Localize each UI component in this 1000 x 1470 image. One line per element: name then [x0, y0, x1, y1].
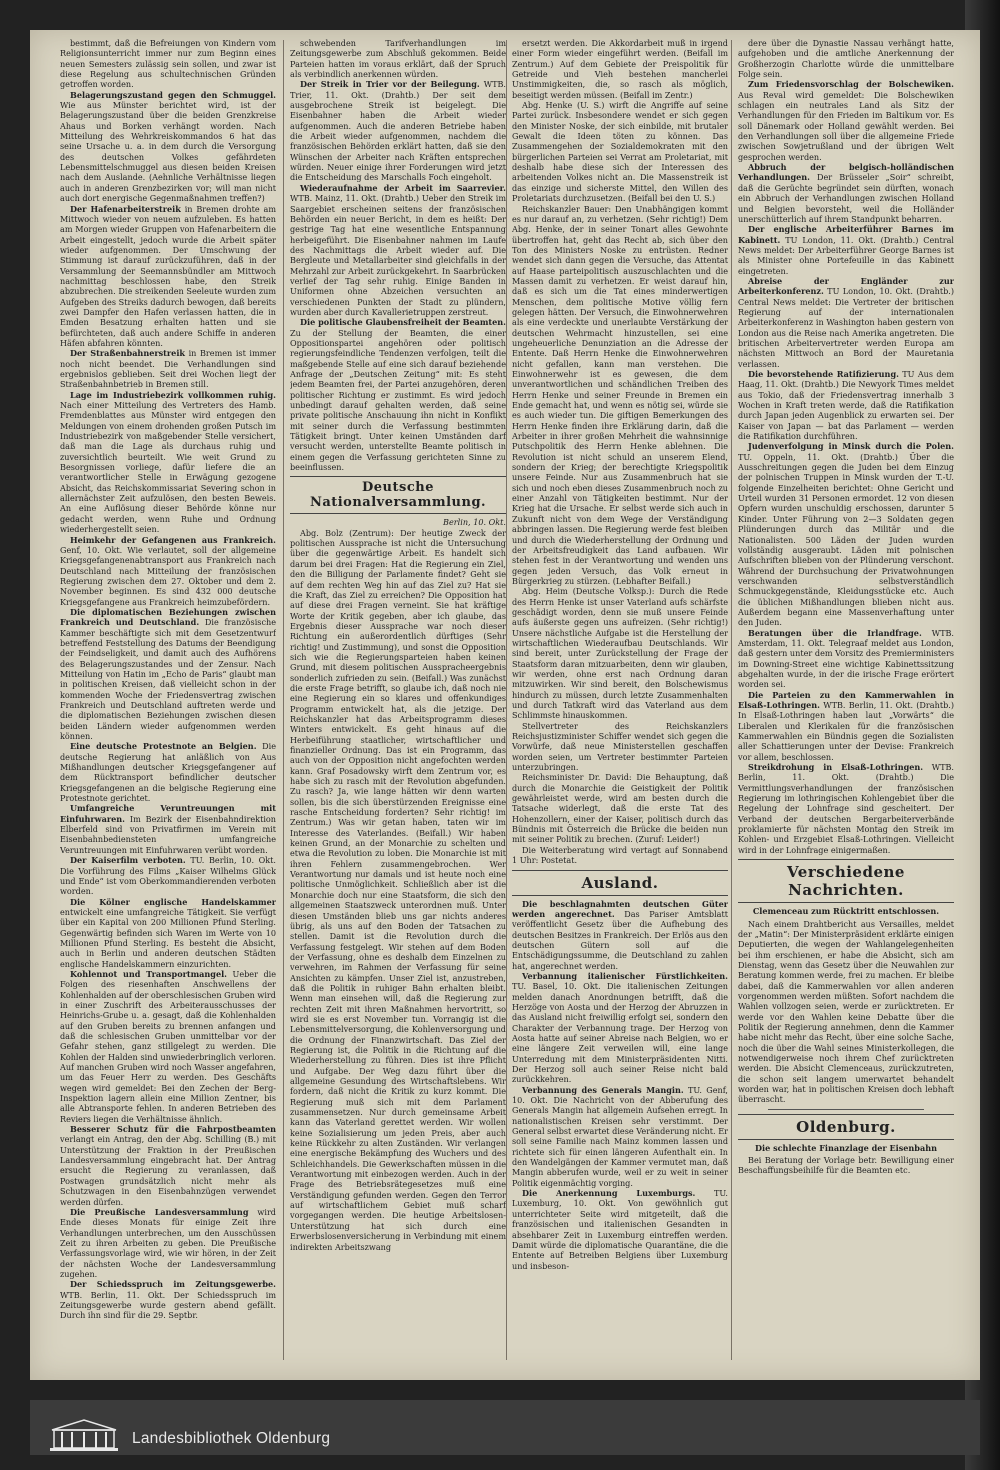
article-body: TU. Luxemburg, 10. Okt. Von gewöhnlich gut unterrichteter Seite wird mitgeteilt, daß die französischen und italienischen Gesandten in absehbarer Zeit in Luxemburg eintreffen werden. Damit würde die diplomatische Quarantäne, die die Entente auf Betreiben Belgiens über Luxemburg und insbeson-: [512, 1188, 728, 1271]
article-paragraph: [738, 762, 954, 855]
article-paragraph: Reichskanzler Bauer: Den Unabhängigen kommt es nur darauf an, zu verhetzen. (Sehr richtig!) Dem Abg. Henke, der in seiner Tonart alles Gewohnte übertroffen hat, geht das Recht ab, sich über den Ton des Ministers Noske zu entrüsten. Redner wendet sich dann gegen die Versuche, das Attentat auf Haase parteipolitisch auszuschlachten und die Massen damit zu verhetzen. Er weist darauf hin, daß es sich um die Tat eines minderwertigen Menschen, dem politische Motive völlig fern gelegen hätten. Der Versuch, die Einwohnerwehren als eine verdeckte und unerlaubte Verstärkung der deutschen Wehrmacht hinzustellen, sei eine ungeheuerliche Denunziation an die Adresse der Entente. Daß Herrn Henke die Einwohnerwehren nicht gefallen, kann man verstehen. Die Einwohnerwehr ist es gewesen, die dem unverantwortlichen und schändlichen Treiben des Herrn Henke und seiner Freunde in Bremen ein Ende gemacht hat, und wenn es nötig sei, würde sie es auch wieder tun. Die giftigen Bemerkungen des Herrn Henke finden ihre Erklärung darin, daß die Arbeiter in ihrer großen Mehrheit die wahnsinnige Putschpolitik des Herrn Henke ablehnen. Die Revolution ist nicht schuld an unserem Elend, sondern der Krieg; der berechtigte Kriegspolitik unsere Feinde. Nur aus Zusammenbruch hat sie sich und noch eben dieses Zusammenbruch noch zu einer Anzahl von Tätigkeiten bestimmt. Nur der Krieg hat die Ursache. Er selbst werde sich auch in Zukunft nicht von dem Wege der Verständigung abbringen lassen. Die Regierung werde fest bleiben und durch die Wiederherstellung der Ordnung und der Arbeitsfreudigkeit das Land aufbauen. Wir stehen fest in der Verantwortung und wenden uns gegen jeden Versuch, das Volk erneut in Bürgerkrieg zu stürzen. (Lebhafter Beifall.): [512, 203, 728, 586]
article-body: TU London, 10. Okt. (Drahtb.) Central News meldet: Die Vertreter der britischen Regierung auf der internationalen Arbeiterkonferenz in Washington haben gestern von London aus die Reise nach Amerika angetreten. Die britischen Arbeitervertreter werden Europa am nächsten Mittwoch an Bord der Mauretania verlassen.: [738, 286, 954, 369]
article-lead: Die bevorstehende Ratifizierung.: [748, 369, 899, 379]
library-building-icon: [48, 1418, 120, 1452]
article-lead: Der englische Arbeiterführer Barnes im Kabinett.: [738, 224, 954, 245]
article-body: TU. Basel, 10. Okt. Die italienischen Zeitungen melden danach Anordnungen betrifft, daß die Herzöge von Aosta und der Herzog der Abruzzen in das Ausland nicht freiwillig erfolgt sei, sondern den Charakter der Verbannung trage. Der Herzog von Aosta hatte auf seiner Abreise nach Belgien, wo er eine längere Zeit verweilen will, eine lange Unterredung mit dem Ministerpräsidenten Nitti. Der Herzog soll auch seiner Reise nicht bald zurückkehren.: [512, 981, 728, 1085]
article-paragraph: [60, 204, 276, 349]
article-body: WTB. Berlin, 11. Okt. (Drahtb.) In Elsaß-Lothringen haben laut „Vorwärts“ die Liberalen und Klerikalen für die französischen Kammerwahlen ein Bündnis gegen die Sozialisten aller Schattierungen unter der Devise: Frankreich vor allem, beschlossen.: [738, 700, 954, 762]
article-lead: Umfangreiche Veruntreuungen mit Einfuhrwaren.: [60, 803, 276, 824]
article-lead: Die diplomatischen Beziehungen zwischen Frankreich und Deutschland.: [60, 606, 276, 628]
article-lead: Eine deutsche Protestnote an Belgien.: [70, 741, 257, 752]
article-body: WTB. Amsterdam, 11. Okt. Telegraaf meldet aus London, daß gestern unter dem Vorsitz des Premierministers im Downing-Street eine wichtige Kabinettssitzung abgehalten wurde, in der die irische Frage erörtert worden sei.: [738, 627, 954, 690]
article-paragraph: [512, 971, 728, 1085]
article-lead: Der Streik in Trier vor der Beilegung.: [300, 79, 480, 90]
article-paragraph: [290, 79, 506, 182]
article-paragraph: [60, 969, 276, 1124]
article-body: Im Bezirk der Eisenbahndirektion Elberfeld sind von Privatfirmen im Verein mit Eisenbahnbediensteten umfangreiche Veruntreuungen mit Einfuhrwaren verübt worden.: [60, 813, 276, 855]
article-paragraph: Reichsminister Dr. David: Die Behauptung, daß durch die Monarchie die Geistigkeit der Politik gewährleistet werde, wird am besten durch die Tatsache widerlegt, daß die erste Tat des Hohenzollern, einer der Kaiser, politisch durch das Bündnis mit Österreich die Brücke die beiden nun mit seiner Politik zu brechen. (Zuruf: Leider!): [512, 772, 728, 845]
article-body: verlangt ein Antrag, den der Abg. Schilling (B.) mit Unterstützung der Fraktion in der Preußischen Landesversammlung eingebracht hat. Der Antrag ersucht die Regierung zu veranlassen, daß Postwagen grundsätzlich nicht mehr als Schutzwagen in den Eisenbahnzügen verwendet werden dürfen.: [60, 1134, 276, 1207]
library-name: Landesbibliothek Oldenburg: [132, 1430, 331, 1447]
article-paragraph: [738, 690, 954, 762]
article-paragraph: ersetzt werden. Die Akkordarbeit muß in irgend einer Form wieder eingeführt werden. (Beifall im Zentrum.) Auf dem Gebiete der Preispolitik für Getreide und Vieh bestehen mancherlei Unstimmigkeiten, die, so rasch als möglich, beseitigt werden müssen. (Beifall im Zentr.): [512, 38, 728, 100]
column-rule: [506, 40, 507, 1360]
article-body: Die deutsche Regierung hat anläßlich von Aus Mißhandlungen deutscher Kriegsgefangener auf dem Rücktransport befindlicher deutscher Kriegsgefangenen an die belgische Regierung eine Protestnote gerichtet.: [60, 741, 276, 804]
dateline: Berlin, 10. Okt.: [443, 517, 506, 528]
article-lead: Verbannung des Generals Mangin.: [522, 1084, 684, 1095]
article-paragraph: [290, 317, 506, 472]
column-3: [512, 38, 728, 1376]
article-body: WTB. Mainz, 11. Okt. (Drahtb.) Ueber den Streik im Saargebiet erscheinen seitens der französischen Behörden ein neuer Bericht, in dem es heißt: Der gestrige Tag hat eine wesentliche Entspannung herbeigeführt. Die Eisenbahner nahmen im Laufe des Nachmittags die Arbeit wieder auf. Die Bergleute und Metallarbeiter sind gleichfalls in der Mehrzahl zur Arbeit zurückgekehrt. In Saarbrücken verlief der Tag sehr ruhig. Einige Banden in Uniformen ohne Abzeichen versuchten an verschiedenen Punkten der Stadt zu plündern, wurden aber durch Kavallerietruppen zerstreut.: [290, 193, 506, 317]
article-paragraph: [512, 899, 728, 971]
article-lead: Die politische Glaubensfreiheit der Beamten.: [300, 317, 506, 328]
article-body: Ueber die Folgen des riesenhaften Anschwellens der Kohlenhalden auf der oberschlesischen Gruben wird in einer Zuschrift des Arbeiterausschusses der Heinrichs-Grube u. a. gesagt, daß die Kohlenhalden auf den Gruben bereits zu brennen anfangen und daß die schlesischen Gruben unmittelbar vor der Gefahr stehen, ganz stillgelegt zu werden. Die Kohlen der Halden sind unwiederbringlich verloren. Auf manchen Gruben wird noch Wasser angefahren, um das Feuer Herr zu werden. Des Geschäfts wegen wird gemeldet: Bei den Zechen der Berg-Inspektion lagern allein eine Million Zentner, bis alle Abtransporte fehlen. In anderen Betrieben des Reviers liegen die Verhältnisse ähnlich.: [60, 968, 276, 1124]
article-lead: Die beschlagnahmten deutschen Güter werden angerechnet.: [512, 898, 728, 919]
article-paragraph: [738, 162, 954, 224]
article-paragraph: Bei Beratung der Vorlage betr. Bewilligung einer Beschaffungsbeihilfe für die Beamten etc.: [738, 1155, 954, 1176]
article-paragraph: Abg. Bolz (Zentrum): Der heutige Zweck der politischen Aussprache ist nicht die Untersuchung über die gegenwärtige Arbeit. Es handelt sich darum bei drei Fragen: Hat die Regierung ein Ziel, den die Billigung der Parlamente findet? Geht sie auf dem rechten Weg hin auf das Ziel zu? Hat sie die Kraft, das Ziel zu erreichen? Die Opposition hat auf diese drei Fragen verneint. Sie hat kräftige Worte der Kritik gegeben, aber ich glaube, das Ergebnis dieser Aussprache war noch dieser Richtung ein außerordentlich dürftiges (Sehr richtig! und Zustimmung), und sonst die Opposition sich wie die Regierungsparteien haben keinen Grund, mit diesem politischen Ausspracheergebnis sonderlich zufrieden zu sein. (Beifall.) Was zunächst die erste Frage betrifft, so glaube ich, daß noch nie eine Regierung ein so klares und offenkundiges Programm entwickelt hat, als die jetzige. Der Reichskanzler hat das Arbeitsprogramm dieses Winters entwickelt. Es geht hinaus auf die Herbeiführung staatlicher, wirtschaftlicher und finanzieller Ordnung. Das ist ein Programm, das auch von der Opposition nicht angefochten werden kann. Graf Posadowsky wirft dem Zentrum vor, es habe sich zu rasch mit der Revolution abgefunden. Zu rasch? Ja, wie lange hätten wir denn warten sollen, bis die sich überstürzenden Ereignisse eine rasche Entscheidung forderten? Sehr richtig! im Zentrum.) Was wir getan haben, taten wir im Interesse des Vaterlandes. (Beifall.) Wir haben keinen Grund, an der Monarchie zu schelten und etwa die Revolution zu loben. Die Monarchie ist mit ihren Fehlern zusammengebrochen. Wer Verantwortung nur damals und ist heute noch eine politische Unmöglichkeit. Schließlich aber ist die Monarchie doch nur eine Staatsform, die sich den allgemeinen Staatszweck unterordnen muß. Unter diesen Umständen blieb uns gar nichts anderes übrig, als uns auf den Boden der Tatsachen zu stellen. Damit ist die Revolution durch die Verfassung festgelegt. Wir stehen auf dem Boden der Verfassung, ohne es deshalb dem Einzelnen zu verwehren, im Rahmen der Verfassung für seine Ansichten zu kämpfen. Unser Ziel ist, anzustreben, daß die Politik in ruhiger Bahn erhalten bleibt. Wenn man einsehen will, daß die Regierung zur rechten Zeit mit ihren Maßnahmen hervortritt, so wird sie es erst November tun. Vorrangig ist die Lebensmittelversorgung, die Kohlenversorgung und die Ordnung der Finanzwirtschaft. Das Ziel der Regierung ist, die Politik in die Richtung auf die Wiederherstellung zu führen. Dies ist ihre Pflicht und Aufgabe. Der Weg dazu führt über die allgemeine Gesundung des Wirtschaftslebens. Wir fordern, daß nicht die Kritik zu kurz kommt. Die Regierung muß sich mit dem Parlament zusammensetzen. Nur durch gemeinsame Arbeit kann das Vaterland gerettet werden. Wir wollen keine Sozialisierung um jeden Preis, aber auch keine Rückkehr zu alten Zuständen. Wir verlangen eine energische Bekämpfung des Wuchers und des Schleichhandels. Die Gewerkschaften müssen in die Verantwortung mit einbezogen werden. Auch in der Frage des Betriebsrätegesetzes muß eine Verständigung gefunden werden. Gegen den Terror auf wirtschaftlichem Gebiet muß scharf vorgegangen werden. Die heutige Arbeitslosen-Unterstützung hat sich durch eine Erwerbslosenversicherung in Verbindung mit einem indirekten Arbeitszwang: [290, 527, 506, 1252]
article-paragraph: [60, 348, 276, 389]
article-lead: Belagerungszustand gegen den Schmuggel.: [70, 89, 276, 100]
article-paragraph: [60, 1279, 276, 1320]
column-1: [60, 38, 276, 1376]
article-paragraph: Die Weiterberatung wird vertagt auf Sonnabend 1 Uhr: Postetat.: [512, 844, 728, 866]
article-headline: Die schlechte Finanzlage der Eisenbahn: [755, 1142, 937, 1153]
article-paragraph: dere über die Dynastie Nassau verhängt hatte, aufgehoben und die amtliche Anerkennung der Großherzogin Charlotte würde die unmittelbare Folge sein.: [738, 38, 954, 80]
article-lead: Die Anerkennung Luxemburgs.: [522, 1188, 696, 1199]
article-paragraph: [738, 224, 954, 276]
article-lead: Die Parteien zu den Kammerwahlen in Elsaß-Lothringen.: [738, 689, 954, 710]
article-lead: Judenverfolgung in Minsk durch die Polen.: [748, 441, 954, 452]
article-paragraph: [60, 855, 276, 896]
article-body: Das Pariser Amtsblatt veröffentlicht Gesetz über die Aufhebung des deutschen Besitzes in Frankreich. Der Erlös aus den deutschen Gütern soll auf die Entschädigungssumme, die Deutschland zu zahlen hat, angerechnet werden.: [512, 908, 728, 971]
article-paragraph: [738, 441, 954, 627]
article-body: Wie aus Münster berichtet wird, ist der Belagerungszustand über die beiden Grenzkreise Ahaus und Borken verhängt worden. Nach Mitteilung des Wehrkreiskommandos 6 hat das seine Ursache u. a. in dem durch die Versorgung des deutschen Volkes gefährdeten Lebensmittelschmuggel aus diesen beiden Kreisen nach dem Auslande. (Aehnliche Verhältnisse liegen auch in anderen Grenzbezirken vor; will man nicht auch dort energische Gegenmaßnahmen treffen?): [60, 100, 276, 204]
article-paragraph: [60, 90, 276, 204]
article-paragraph: [60, 741, 276, 803]
article-paragraph: [60, 803, 276, 855]
article-body: TU London, 11. Okt. (Drahtb.) Central News meldet: Der Arbeiterführer George Barnes ist als Minister ohne Portefeuille in das Kabinett eingetreten.: [738, 234, 954, 276]
article-paragraph: [738, 628, 954, 690]
article-lead: Heimkehr der Gefangenen aus Frankreich.: [70, 534, 276, 545]
section-heading: Ausland.: [512, 870, 728, 896]
article-body: in Bremen ist immer noch nicht beendet. Die Verhandlungen sind ergebnislos geblieben. Seit drei Wochen liegt der Straßenbahnbetrieb in Bremen still.: [60, 348, 276, 390]
article-lead: Lage im Industriebezirk vollkommen ruhig.: [70, 389, 276, 400]
article-paragraph: [60, 535, 276, 607]
article-body: wird Ende dieses Monats für einige Zeit ihre Verhandlungen unterbrechen, um den Ausschüssen Zeit zu ihren Arbeiten zu geben. Die Preußische Verfassungsvorlage wird, wie wir hören, in der Zeit der nächsten Woche der Landesversammlung zugehen.: [60, 1206, 276, 1279]
article-lead: Streikdrohung in Elsaß-Lothringen.: [748, 762, 924, 773]
article-lead: Besserer Schutz für die Fahrpostbeamten: [70, 1124, 276, 1135]
article-lead: Abreise der Engländer zur Arbeiterkonferenz.: [738, 275, 954, 297]
article-body: Die französische Kammer beschäftigte sich mit dem Gesetzentwurf betreffend Feststellung des Datums der Beendigung der Feindseligkeit, und damit auch des Aufhörens des Belagerungszustandes und der Zensur. Nach Mitteilung von Hatin im „Echo de Paris“ glaubt man in politischen Kreisen, daß vielleicht schon in der kommenden Woche der Friedensvertrag zwischen Frankreich und Deutschland auftreten werde und die diplomatischen Beziehungen zwischen diesen beiden Ländern wieder aufgenommen werden können.: [60, 617, 276, 742]
article-body: WTB. Trier, 11. Okt. (Drahtb.) Der seit dem ausgebrochene Streik ist beigelegt. Die Eisenbahner haben die Arbeit wieder aufgenommen. Auch die anderen Betriebe haben die Arbeit wieder aufgenommen, nachdem die französischen Behörden erklärt hatten, daß sie den Wünschen der Arbeiter nach Kräften entsprechen würden. Neuer einige ihrer Forderungen wird jetzt die Entscheidung des Marschalls Foch eingeholt.: [290, 79, 506, 183]
article-paragraph: Abg. Heim (Deutsche Volksp.): Durch die Rede des Herrn Henke ist unser Vaterland aufs schärfste geschädigt worden, denn sie muß unsere Feinde aufs äußerste gegen uns aufreizen. (Sehr richtig!) Unsere nächstliche Aufgabe ist die Herstellung der wirtschaftlichen Wiederaufbau Deutschlands. Wir sind bereit, unter Zurückstellung der Frage der Staatsform daran mitzuarbeiten, denn wir glauben, wir werden, ohne erst nach Ordnung daran mitzuwirken. Wir sind bereit, den Bolschewismus hindurch zu müssen, durch letzte Zusammenhalten und durch Tatkraft wird das Vaterland aus dem Schlimmste hinauskommen.: [512, 586, 728, 721]
article-body: TU. Oppeln, 11. Okt. (Drahtb.) Über die Ausschreitungen gegen die Juden bei dem Einzug der polnischen Truppen in Minsk wurden der T.-U. folgende Einzelheiten berichtet: Ohne Gericht und Urteil wurden 31 Personen ermordet. 12 von diesen Opfern wurden unschuldig erschossen, darunter 5 Kinder. Unter Führung von 2—3 Soldaten gegen Plünderungen durch das Militär und die Nationalisten. 500 Läden der Juden wurden vollständig ausgeraubt. Läden mit polnischen Aufschriften blieben von der Plünderung verschont. Während der Durchsuchung der Privatwohnungen verschwanden selbstverständlich Schmuckgegenstände, Kleidungsstücke etc. Auch die üblichen Mißhandlungen blieben nicht aus. Außerdem begann eine Massenverhaftung unter den Juden.: [738, 451, 954, 628]
article-body: TU Aus dem Haag, 11. Okt. (Drahtb.) Die Newyork Times meldet aus Tokio, daß der Friedensvertrag innerhalb 3 Wochen in Kraft treten werde, daß die Ratifikation durch Japan jeden Augenblick zu erwarten sei. Der Kaiser von Japan — bat das Parlament — werden die Ratifikation durchführen.: [738, 369, 954, 442]
article-lead: Kohlennot und Transportmangel.: [70, 968, 228, 979]
article-paragraph: Stellvertreter des Reichskanzlers Reichsjustizminister Schiffer wendet sich gegen die Vorwürfe, daß neue Ministerstellen geschaffen worden seien, um Vertreter bestimmter Parteien unterzubringen.: [512, 720, 728, 773]
article-lead: Zum Friedensvorschlag der Bolschewiken.: [748, 79, 954, 90]
section-heading: Verschiedene Nachrichten.: [738, 859, 954, 903]
section-heading: Oldenburg.: [738, 1114, 954, 1140]
article-body: in Bremen drohte am Mittwoch wieder von neuem aufzuleben. Es hatten am Morgen wieder Gruppen von Hafenarbeitern die Arbeit eingestellt, jedoch wurde die Arbeit später wieder aufgenommen. Der Umschwung der Stimmung ist darauf zurückzuführen, daß in der Versammlung der Seemannsbündler am Mittwoch nachmittag beschlossen habe, den Streik abzubrechen. Die streikenden Seeleute wurden zum Aufgeben des Streiks dadurch bewogen, daß bereits zwei Dampfer den Hafen verlassen hatten, die in Emden Besatzung erhalten hatten und sie befürchteten, daß auch andere Schiffe in anderen Häfen abfahren könnten.: [60, 203, 276, 348]
article-paragraph: [60, 1124, 276, 1207]
column-rule: [283, 40, 284, 1360]
article-lead: Verbannung italienischer Fürstlichkeiten.: [522, 970, 728, 981]
article-paragraph: [60, 1207, 276, 1279]
article-lead: Abbruch der belgisch-holländischen Verhandlungen.: [738, 162, 954, 183]
article-paragraph: [60, 607, 276, 741]
article-paragraph: [512, 1085, 728, 1188]
article-body: Zu der Stellung der Beamten, die einer Oppositionspartei angehören oder politisch regierungsfeindliche Tendenzen verfolgen, teilt die maßgebende Stelle auf eine sich darauf beziehende Anfrage der „Deutschen Zeitung“ mit: Es steht jedem Beamten frei, der Partei anzugehören, deren politischer Richtung er zustimmt. Es wird jedoch unbedingt darauf gehalten werden, daß seine private politische Anschauung ihn nicht in Konflikt mit seiner durch die Verfassung bestimmten Tätigkeit bringt. Unter keinen Umständen darf versucht werden, unterstellte Beamte politisch in einem gegen die Verfassung gerichteten Sinne zu beeinflussen.: [290, 327, 506, 473]
column-rule: [731, 40, 732, 1360]
column-4: [738, 38, 954, 1376]
article-body: entwickelt eine umfangreiche Tätigkeit. Sie verfügt über ein Kapital von 200 Millionen Pfund Sterling. Gegenwärtig befinden sich Waren im Werte von 10 Millionen Pfund Sterling. Es besteht die Absicht, auch in Berlin und anderen deutschen Städten englische Handelskammern einzurichten.: [60, 906, 276, 969]
section-heading: Deutsche Nationalversammlung.: [290, 476, 506, 514]
article-paragraph: schwebenden Tarifverhandlungen im Zeitungsgewerbe zum Abschluß gekommen. Beide Parteien hatten im voraus erklärt, daß der Spruch als verbindlich anerkennen würden.: [290, 38, 506, 80]
article-body: Nach einer Mitteilung des Vertreters des Hamb. Fremdenblattes aus Münster wird entgegen den Meldungen von einem drohenden großen Putsch im Industriebezirk von maßgebender Stelle versichert, daß man die Lage als durchaus ruhig und zuversichtlich beurteilt. Wie weit Grund zu Besorgnissen vorliege, dafür liefere die an verantwortlicher Stelle in Erwägung gezogene Absicht, das Reichskommissariat Severing schon in allernächster Zeit aufzulösen, den besten Beweis. An eine Auflösung dieser Behörde könne nur gedacht werden, wenn Ruhe und Ordnung wiederhergestellt seien.: [60, 400, 276, 535]
article-lead: Der Schiedsspruch im Zeitungsgewerbe.: [70, 1279, 276, 1290]
article-paragraph: [290, 183, 506, 317]
article-lead: Der Kaiserfilm verboten.: [70, 855, 186, 866]
article-body: Genf, 10. Okt. Wie verlautet, soll der allgemeine Kriegsgefangenenabtransport aus Frankreich nach Deutschland nach Mitteilung der französischen Regierung zwischen dem 27. Oktober und dem 2. November beginnen. Es sind 432 000 deutsche Kriegsgefangene aus Frankreich heimzubefördern.: [60, 544, 276, 607]
article-body: TU. Berlin, 10. Okt. Die Vorführung des Films „Kaiser Wilhelms Glück und Ende“ ist vom Oberkommandierenden verboten worden.: [60, 855, 276, 897]
column-2: [290, 38, 506, 1376]
article-lead: Beratungen über die Irlandfrage.: [748, 627, 922, 638]
article-lead: Der Straßenbahnerstreik: [70, 348, 186, 359]
article-paragraph: [60, 897, 276, 969]
article-body: Der Brüsseler „Soir“ schreibt, daß die Gerüchte begründet sein dürften, wonach ein Abbruch der Verhandlungen zwischen Holland und Belgien bevorsteht, weil die Holländer unerschütterlich auf ihrem Standpunkt beharren.: [738, 172, 954, 224]
article-lead: Die Kölner englische Handelskammer: [70, 896, 276, 907]
article-lead: Die Preußische Landesversammlung: [70, 1206, 249, 1217]
article-body: WTB. Berlin, 11. Okt. (Drahtb.) Die Vermittlungsverhandlungen der französischen Regierung im lothringischen Kohlengebiet über die Regelung der Lohnfrage sind gescheitert. Der Verband der deutschen Bergarbeiterverbände proklamierte für nächsten Montag den Streik im Kohlen- und Erzgebiet Elsaß-Lothringen. Vielleicht wird in der Lohnfrage einigermaßen.: [738, 762, 954, 855]
article-paragraph: [738, 276, 954, 369]
article-lead: Wiederaufnahme der Arbeit im Saarrevier.: [300, 182, 506, 193]
article-paragraph: Nach einem Drahtbericht aus Versailles, meldet der „Matin“: Der Ministerpräsident erklärte einigen Deputierten, die wegen der Wahlangelegenheiten bei ihm erschienen, er habe die Absicht, sich am Dienstag, wenn das Gesetz über die Neuwahlen zur Beratung kommen werde, frei zu machen. Er bleibe dabei, daß die Kammerwahlen vor allen anderen vorgenommen werden müßten. Sofort nachdem die Wahlen vollzogen seien, werde er zurücktreten. Er werde vor den Wahlen keine Debatte über die Politik der Regierung annehmen, denn die Kammer habe nicht mehr das Recht, über eine solche Sache, noch die über die Wahl seines Ministerkollegen, die notwendigerweise noch ihrem Chef zurücktreten werden. Die Absicht Clemenceaus, zurückzutreten, die schon seit langem umerwartet behandelt worden war, hat in politischen Kreisen doch lebhaft überrascht.: [738, 918, 954, 1105]
article-headline: Clemenceau zum Rücktritt entschlossen.: [752, 906, 940, 917]
article-paragraph: [738, 369, 954, 441]
article-paragraph: [738, 79, 954, 162]
article-lead: Der Hafenarbeiterstreik: [70, 203, 181, 214]
article-body: WTB. Berlin, 11. Okt. Der Schiedsspruch im Zeitungsgewerbe wurde gestern abend gefällt. Durch ihn sind für die 29. Septbr.: [60, 1289, 276, 1321]
article-body: TU. Genf, 10. Okt. Die Nachricht von der Abberufung des Generals Mangin hat allgemein Aufsehen erregt. In nationalistischen Kreisen sehr verstimmt. Der General selbst erwartet diese Veränderung nicht. Er soll seine Familie nach Mainz kommen lassen und richtete sich für einen längeren Aufenthalt ein. In den Wandelgängen der Kammer vermutet man, daß Mangin abberufen wurde, weil er zu weit in seiner Politik eigenmächtig vorging.: [512, 1084, 728, 1188]
article-paragraph: Abg. Henke (U. S.) wirft die Angriffe auf seine Partei zurück. Insbesondere wendet er sich gegen den Minister Noske, der sich einbilde, mit brutaler Gewalt die Ideen töten zu können. Das Zusammengehen der Sozialdemokraten mit den bürgerlichen Parteien sei Verrat am Proletariat, mit deshalb habe diese sich der Interessen des arbeitenden Volkes nicht an. Die Massenstreik ist das einzige und sicherste Mittel, den Willen des Proletariats durchzusetzen. (Beifall bei den U. S.): [512, 100, 728, 204]
article-paragraph: [512, 1188, 728, 1271]
article-paragraph: bestimmt, daß die Befreiungen von Kindern vom Religionsunterricht immer nur zum Beginn eines neuen Semesters zulässig sein sollen, und zwar ist diese Regelung aus schultechnischen Gründen getroffen worden.: [60, 38, 276, 90]
article-body: Aus Reval wird gemeldet: Die Bolschewiken schlagen ein neutrales Land als Sitz der Verhandlungen für den Frieden im Baltikum vor. Es soll Dänemark oder Holland gewählt werden. Bei den Verhandlungen soll über die allgemeine Friede zwischen Sowjetrußland und der übrigen Welt gesprochen werden.: [738, 89, 954, 162]
section-divider: [768, 1109, 924, 1110]
article-paragraph: [60, 390, 276, 535]
